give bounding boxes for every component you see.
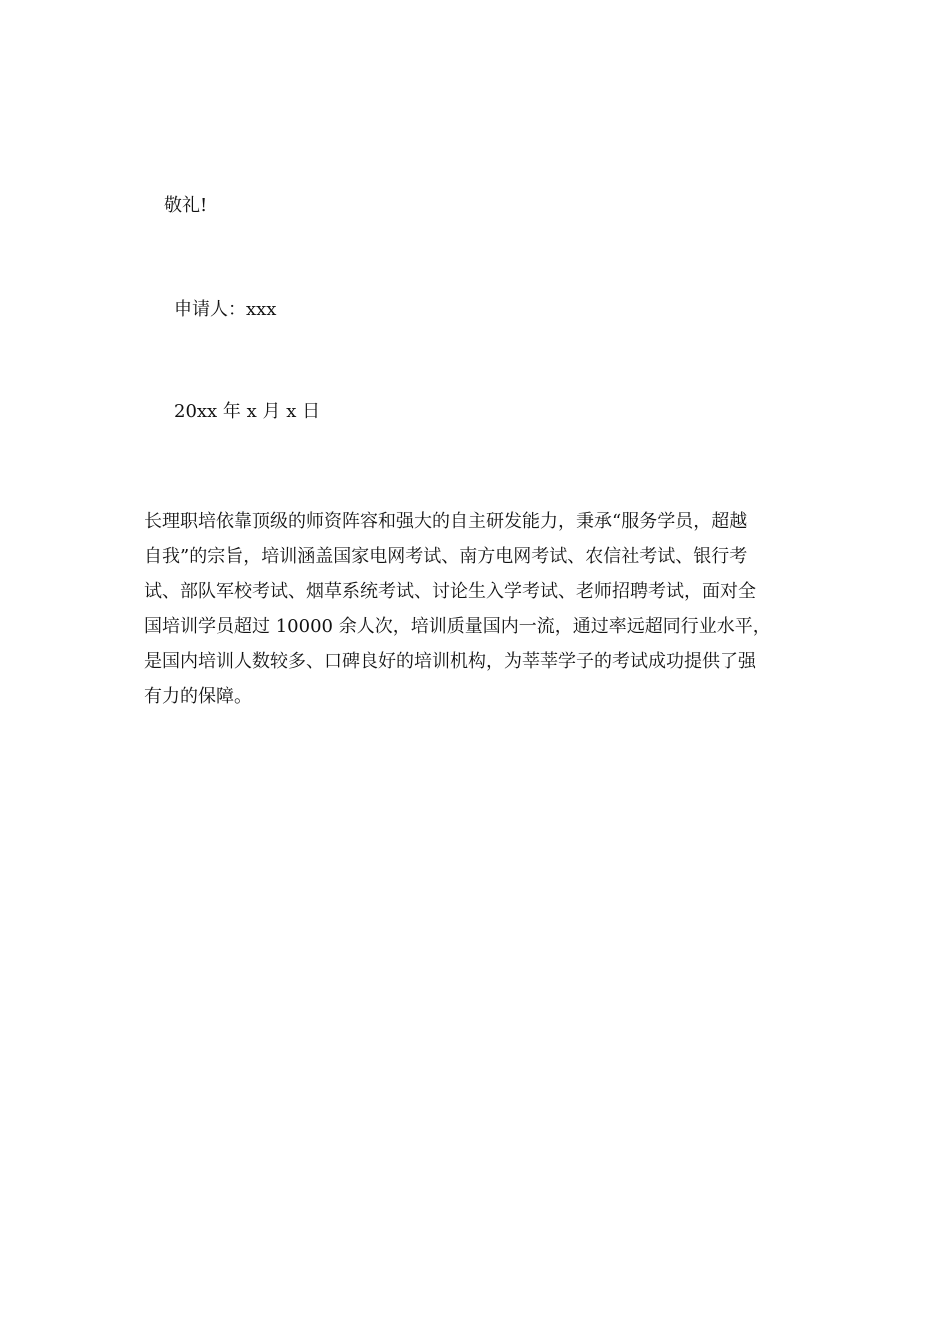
- paragraph-line: 自我”的宗旨，培训涵盖国家电网考试、南方电网考试、农信社考试、银行考: [144, 546, 748, 567]
- letter-date: 20xx 年 x 月 x 日: [174, 401, 321, 422]
- paragraph-line: 是国内培训人数较多、口碑良好的培训机构，为莘莘学子的考试成功提供了强: [144, 651, 756, 672]
- promo-paragraph: [144, 504, 824, 714]
- applicant-signature: 申请人：xxx: [174, 299, 277, 320]
- paragraph-line: 试、部队军校考试、烟草系统考试、讨论生入学考试、老师招聘考试，面对全: [144, 581, 756, 602]
- paragraph-line: 长理职培依靠顶级的师资阵容和强大的自主研发能力，秉承“服务学员，超越: [144, 511, 748, 532]
- paragraph-line: 国培训学员超过 10000 余人次，培训质量国内一流，通过率远超同行业水平，: [144, 616, 771, 637]
- closing-salutation: 敬礼!: [164, 195, 208, 216]
- paragraph-line: 有力的保障。: [144, 686, 252, 707]
